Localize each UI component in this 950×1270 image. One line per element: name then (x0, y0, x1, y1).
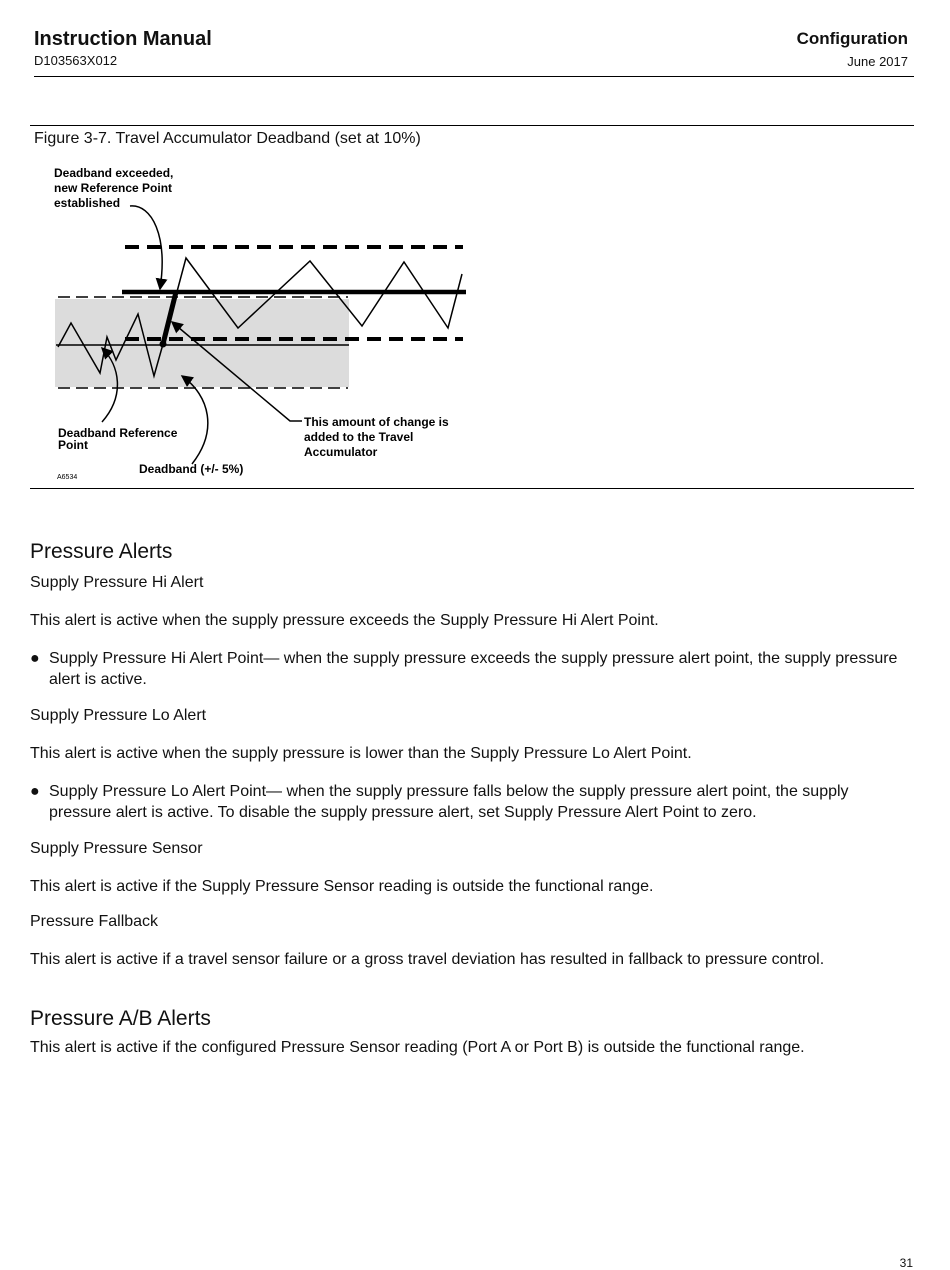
lo-alert-description: This alert is active when the supply pressure is lower than the Supply Pressure Lo Alert Point. (30, 745, 692, 762)
ab-alerts-description: This alert is active if the configured Pressure Sensor reading (Port A or Port B) is outside the functional range. (30, 1039, 805, 1056)
document-number: D103563X012 (34, 53, 118, 68)
manual-title: Instruction Manual (34, 28, 212, 50)
bullet-icon: ● (30, 783, 40, 800)
hi-alert-description: This alert is active when the supply pressure exceeds the Supply Pressure Hi Alert Point. (30, 612, 659, 629)
label-deadband-exceeded-1: Deadband exceeded, (54, 166, 174, 180)
heading-pressure-fallback: Pressure Fallback (30, 913, 159, 930)
deadband-arrow (182, 376, 208, 464)
label-change-1: This amount of change is (304, 415, 449, 429)
section-title: Configuration (796, 29, 908, 48)
label-reference-point-2: Point (58, 438, 88, 452)
page-header (34, 26, 914, 77)
publication-date: June 2017 (847, 54, 908, 69)
heading-pressure-alerts: Pressure Alerts (30, 540, 173, 563)
figure-caption: Figure 3-7. Travel Accumulator Deadband (set at 10%) (34, 130, 421, 147)
deadband-zone (55, 299, 349, 387)
fallback-description: This alert is active if a travel sensor failure or a gross travel deviation has resulted in fallback to pressure control. (30, 951, 825, 968)
page-number: 31 (899, 1256, 913, 1270)
sensor-description: This alert is active if the Supply Pressure Sensor reading is outside the functional range. (30, 878, 654, 895)
heading-supply-pressure-sensor: Supply Pressure Sensor (30, 840, 203, 857)
figure-travel-accumulator-deadband (30, 125, 914, 489)
label-reference-point-1: Deadband Reference (58, 426, 178, 440)
list-item-hi-alert-point (30, 648, 910, 690)
label-deadband-exceeded-3: established (54, 196, 121, 210)
heading-pressure-ab-alerts: Pressure A/B Alerts (30, 1007, 211, 1030)
hi-alert-point-text: Supply Pressure Hi Alert Point— when the supply pressure exceeds the supply pressure alert point, the supply pressure alert is active. (49, 650, 898, 688)
figure-id: A6534 (57, 474, 78, 481)
label-deadband-exceeded-2: new Reference Point (54, 181, 173, 195)
heading-supply-pressure-lo-alert: Supply Pressure Lo Alert (30, 707, 207, 724)
main-content (30, 540, 910, 1058)
bullet-icon: ● (30, 650, 40, 667)
reference-point-dot (160, 341, 167, 348)
label-deadband-range: Deadband (+/- 5%) (139, 462, 244, 476)
label-change-2: added to the Travel (304, 430, 414, 444)
heading-supply-pressure-hi-alert: Supply Pressure Hi Alert (30, 574, 204, 591)
list-item-lo-alert-point (30, 781, 910, 823)
deadband-diagram (30, 126, 914, 488)
lo-alert-point-text: Supply Pressure Lo Alert Point— when the supply pressure falls below the supply pressure alert point, the supply pressure alert is active. To disable the supply pressure alert, set Supply Pressure Alert Point to zero. (49, 783, 849, 821)
label-change-3: Accumulator (304, 445, 378, 459)
